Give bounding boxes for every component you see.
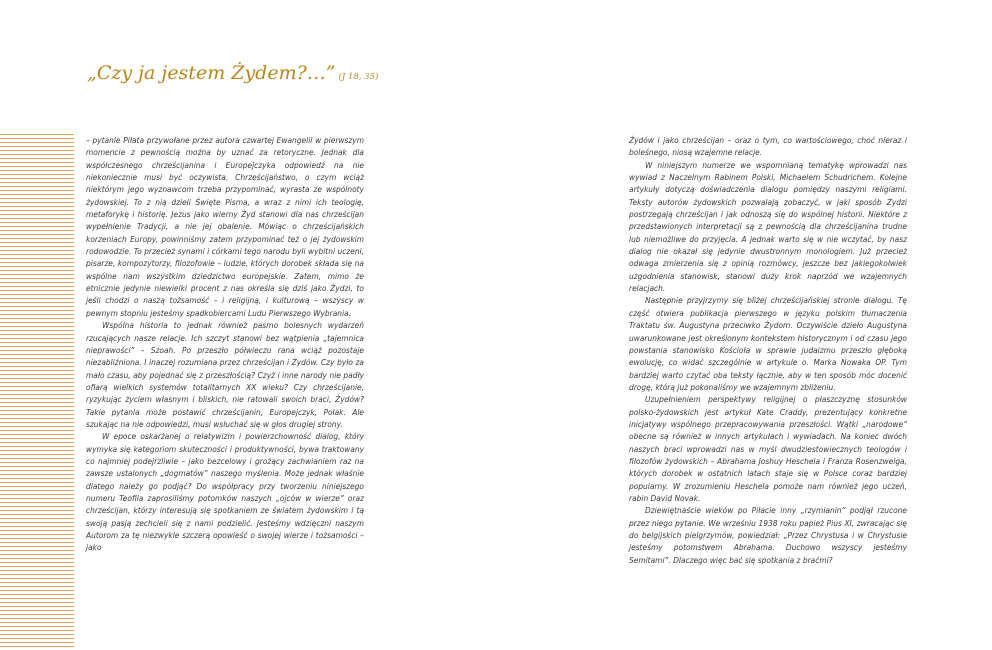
paragraph: Dziewiętnaście wieków po Piłacie inny „rzymianin” podjął rzucone przez niego pytanie. We wrześniu 1938 roku papież Pius XI, zwracając się do belgijskich pielgrzymów, powiedział: „Przez Chrystusa i w Chrystusie jesteśmy potomstwem Abrahama. Duchowo wszyscy jesteśmy Semitami”. Dlaczego więc bać się spotkania z braćmi? xyxy=(629,505,907,565)
article-title: „Czy ja jestem Żydem?…” xyxy=(87,62,336,84)
paragraph: Uzupełnieniem perspektywy religijnej o płaszczyznę stosunków polsko-żydowskich jest artykuł Kate Craddy, prezentujący konkretne inicjatywy wspólnego przepracowywania przeszłości. Wątki „narodowe” obecne są również w innych artykułach i wywiadach. Na koniec dwóch naszych braci wprowadzi nas w myśl dwudziestowiecznych teologów i filozofów żydowskich – Abrahama Joshuy Heschela i Franza Rosenzweiga, których dorobek w ostatnich latach staje się w Polsce coraz bardziej popularny. W zrozumieniu Heschela pomoże nam również jego uczeń, rabin David Novak. xyxy=(629,394,907,503)
bible-reference: (J 18, 35) xyxy=(338,72,379,82)
paragraph: W epoce oskarżanej o relatywizm i powierzchowność dialog, który wymyka się kategoriom skuteczności i produktywności, bywa traktowany co najmniej podejrzliwie – jako bezcelowy i grożący zachwianiem raz na zawsze ustalonych „dogmatów” naszego myślenia. Może jednak właśnie dlatego należy go podjąć? Do współpracy przy tworzeniu niniejszego numeru Teofila zaprosiliśmy potomków naszych „ojców w wierze” oraz chrześcijan, którzy interesują się spotkaniem ze światem żydowskim i tą swoją pasją zechcieli się z nami podzielić. Jesteśmy wdzięczni naszym Autorom za tę niezwykle szczerą opowieść o swojej wierze i tożsamości – jako xyxy=(86,431,364,553)
article-heading xyxy=(87,62,378,84)
paragraph: Wspólna historia to jednak również pasmo bolesnych wydarzeń rzucających nasze relacje. Ich szczyt stanowi bez wątpienia „tajemnica nieprawości” – Szoah. Po przeszło półwieczu rana wciąż pozostaje niezabliźniona. I inaczej rozumiana przez chrześcijan i Żydów. Czy było za mało czasu, aby pojednać się z przeszłością? Czyż i inne narody nie padły ofiarą wielkich systemów totalitarnych XX wieku? Czy chrześcijanie, ryzykując życiem własnym i bliskich, nie ratowali swoich braci, Żydów? Takie pytania może postawić chrześcijanin, Europejczyk, Polak. Ale szukając na nie odpowiedzi, musi wsłuchać się w głos drugiej strony. xyxy=(86,320,364,429)
paragraph: W niniejszym numerze we wspomnianą tematykę wprowadzi nas wywiad z Naczelnym Rabinem Polski, Michaelem Schudrichem. Kolejne artykuły dotyczą doświadczenia dialogu pomiędzy naszymi religiami. Teksty autorów żydowskich pozwalają zobaczyć, w jaki sposób Żydzi postrzegają chrześcijan i jak odnoszą się do wspólnej historii. Niektóre z przedstawionych interpretacji są z pewnością dla chrześcijanina trudne lub niemożliwe do przyjęcia. A jednak warto się w nie wczytać, by nasz dialog nie okazał się jedynie dwustronnym monologiem. Już przecież odwaga zmierzenia się z opinią rozmówcy, jeszcze bez jakiegokolwiek uzgodnienia stanowisk, stanowi duży krok naprzód we wzajemnych relacjach. xyxy=(629,159,907,294)
paragraph: Następnie przyjrzymy się bliżej chrześcijańskiej stronie dialogu. Tę część otwiera publikacja pierwszego w języku polskim tłumaczenia Traktatu św. Augustyna przeciwko Żydom. Oczywiście dzieło Augustyna uwarunkowane jest określonym kontekstem historycznym i od czasu jego powstania stanowisko Kościoła w sprawie judaizmu przeszło głęboką ewolucję, co widać szczególnie w artykule o. Marka Nowaka OP. Tym bardziej warto czytać oba teksty łącznie, aby w ten sposób móc docenić drogę, którą już pokonaliśmy we wzajemnym zbliżeniu. xyxy=(629,295,907,392)
left-text-column xyxy=(86,134,364,554)
paragraph: Żydów i jako chrześcijan – oraz o tym, co wartościowego, choć nieraz i boleśnego, niosą wzajemne relacje. xyxy=(629,135,907,158)
decorative-stripes xyxy=(0,134,74,650)
right-text-column xyxy=(629,134,907,566)
paragraph: – pytanie Piłata przywołane przez autora czwartej Ewangelii w pierwszym momencie z pewnością można by uznać za retoryczne. Jednak dla współczesnego chrześcijanina i Europejczyka odpowiedź na nie niekoniecznie musi być oczywista. Chrześcijaństwo, o czym wciąż niektórym jego wyznawcom trzeba przypominać, wyrasta ze wspólnoty żydowskiej. To z nią dzieli Święte Pisma, a wraz z nimi ich teologię, metaforykę i historię. Jezus jako wierny Żyd stanowi dla nas chrześcijan wypełnienie Tradycji, a nie jej obalenie. Mówiąc o chrześcijańskich korzeniach Europy, powinniśmy zatem przypominać też o jej żydowskim rodowodzie. To przecież synami i córkami tego narodu byli wybitni uczeni, pisarze, kompozytorzy, filozofowie – ludzie, których dorobek składa się na wspólne nam wszystkim dziedzictwo europejskie. Zatem, mimo że etnicznie jedynie niewielki procent z nas określa się dziś jako Żydzi, to jeśli chodzi o naszą tożsamość – i religijną, i kulturową – wszyscy w pewnym stopniu jesteśmy spadkobiercami Ludu Pierwszego Wybrania. xyxy=(86,135,364,318)
